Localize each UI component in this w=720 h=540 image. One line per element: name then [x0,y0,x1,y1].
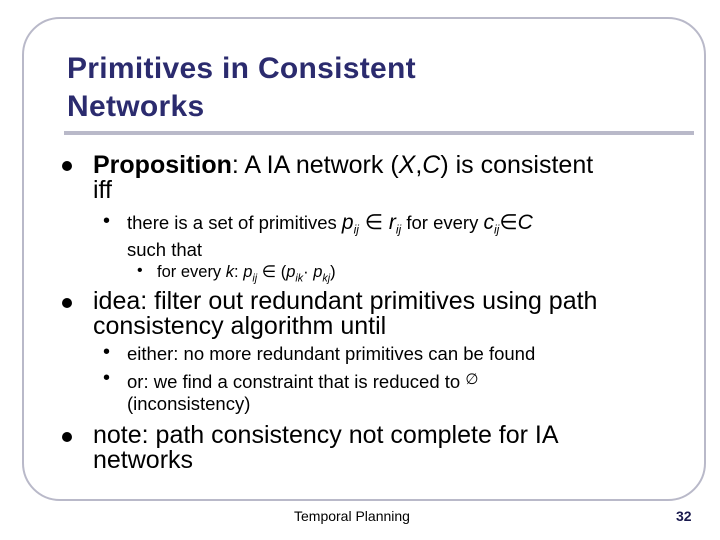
slide-title [67,50,416,126]
sub-sub-bullet-every-k: for every k: $p_{ij}$ ∈ $(p_{ik}\cdot p_{kj})$ [157,263,336,285]
footer-title: Temporal Planning [294,508,410,524]
bullet-marker [60,159,74,173]
proposition-label: Proposition [93,151,232,179]
sub-bullet-marker: • [103,341,111,363]
title-underline [64,131,694,135]
sub-bullet-marker: • [103,367,111,389]
sub-bullet-either: either: no more redundant primitives can be found [127,343,536,364]
bullet-idea: idea: filter out redundant primitives using path consistency algorithm until [93,287,598,340]
sub-bullet-primitives: there is a set of primitives $p_{ij}$ ∈ $r_{ij}$ for every $c_{ij}\in C$ such that [127,211,533,260]
page-number: 32 [676,508,692,524]
sub-sub-bullet-marker: • [137,262,143,279]
bullet-note: note: path consistency not complete for IA networks [93,421,559,474]
empty-set-symbol: ∅ [465,371,479,388]
bullet-marker [60,296,74,310]
bullet-proposition: Proposition: A IA network (X,C) is consistent iff [93,151,594,204]
title-line-2: Networks [67,90,205,123]
sub-bullet-marker: • [103,210,111,232]
bullet-marker [60,430,74,444]
title-line-1: Primitives in Consistent [67,52,416,85]
sub-bullet-or: or: we find a constraint that is reduced to ∅ (inconsistency) [127,371,479,414]
